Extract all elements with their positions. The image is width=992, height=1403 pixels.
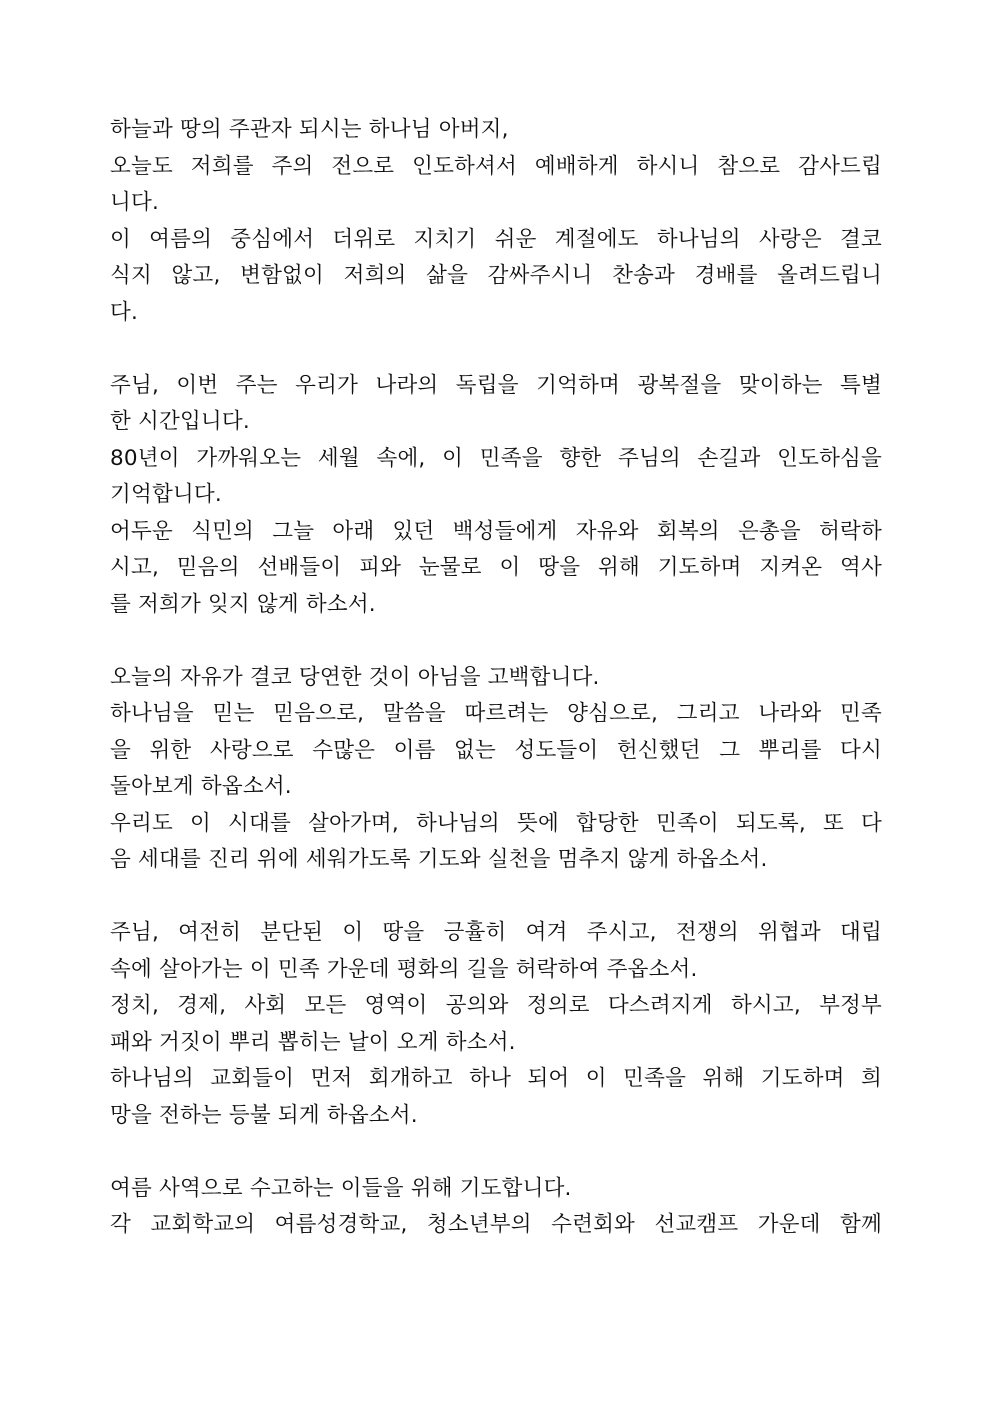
document-page <box>110 112 882 1244</box>
text-line: 주님, 여전히 분단된 이 땅을 긍휼히 여겨 주시고, 전쟁의 위협과 대립 <box>110 920 882 945</box>
text-line: 오늘의 자유가 결코 당연한 것이 아님을 고백합니다. <box>110 664 600 690</box>
text-line: 를 저희가 잊지 않게 하소서. <box>110 591 376 617</box>
text-line: 여름 사역으로 수고하는 이들을 위해 기도합니다. <box>110 1175 572 1201</box>
blank-line <box>110 623 882 660</box>
text-line: 패와 거짓이 뿌리 뽑히는 날이 오게 하소서. <box>110 1029 516 1055</box>
text-line: 망을 전하는 등불 되게 하옵소서. <box>110 1102 418 1128</box>
text-line: 식지 않고, 변함없이 저희의 삶을 감싸주시니 찬송과 경배를 올려드립니 <box>110 263 882 288</box>
text-line: 한 시간입니다. <box>110 409 250 434</box>
text-line: 을 위한 사랑으로 수많은 이름 없는 성도들이 헌신했던 그 뿌리를 다시 <box>110 737 882 763</box>
text-line: 정치, 경제, 사회 모든 영역이 공의와 정의로 다스려지게 하시고, 부정부 <box>110 993 882 1018</box>
text-line: 니다. <box>110 190 159 215</box>
text-line: 속에 살아가는 이 민족 가운데 평화의 길을 허락하여 주옵소서. <box>110 956 698 982</box>
text-line: 하늘과 땅의 주관자 되시는 하나님 아버지, <box>110 117 509 142</box>
text-line: 80년이 가까워오는 세월 속에, 이 민족을 향한 주님의 손길과 인도하심을 <box>110 445 882 471</box>
text-line: 각 교회학교의 여름성경학교, 청소년부의 수련회와 선교캠프 가운데 함께 <box>110 1212 882 1237</box>
text-line: 이 여름의 중심에서 더위로 지치기 쉬운 계절에도 하나님의 사랑은 결코 <box>110 226 882 252</box>
text-line: 하나님의 교회들이 먼저 회개하고 하나 되어 이 민족을 위해 기도하며 희 <box>110 1066 882 1091</box>
text-line: 기억합니다. <box>110 482 222 507</box>
text-line: 돌아보게 하옵소서. <box>110 774 292 799</box>
text-line: 다. <box>110 299 139 325</box>
text-line: 음 세대를 진리 위에 세워가도록 기도와 실천을 멈추지 않게 하옵소서. <box>110 847 768 872</box>
blank-line <box>110 1134 882 1171</box>
blank-line <box>110 331 882 368</box>
prayer-text <box>110 112 882 1244</box>
text-line: 하나님을 믿는 믿음으로, 말씀을 따르려는 양심으로, 그리고 나라와 민족 <box>110 701 882 726</box>
text-line: 어두운 식민의 그늘 아래 있던 백성들에게 자유와 회복의 은총을 허락하 <box>110 518 882 544</box>
text-line: 주님, 이번 주는 우리가 나라의 독립을 기억하며 광복절을 맞이하는 특별 <box>110 372 882 398</box>
text-line: 우리도 이 시대를 살아가며, 하나님의 뜻에 합당한 민족이 되도록, 또 다 <box>110 810 882 836</box>
text-line: 오늘도 저희를 주의 전으로 인도하셔서 예배하게 하시니 참으로 감사드립 <box>110 153 882 179</box>
blank-line <box>110 879 882 916</box>
text-line: 시고, 믿음의 선배들이 피와 눈물로 이 땅을 위해 기도하며 지켜온 역사 <box>110 555 882 580</box>
